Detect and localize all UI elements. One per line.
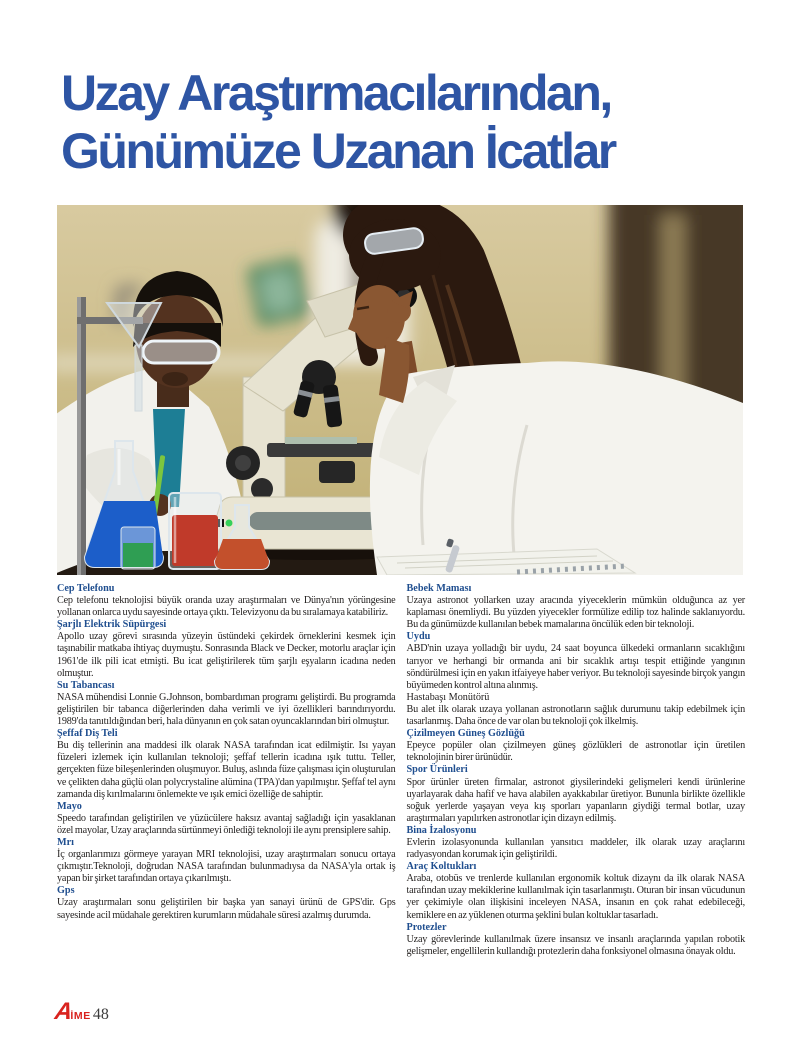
section-heading: Su Tabancası [57,679,115,691]
section-heading: Mrı [57,836,74,848]
section-body: Uzay görevlerinde kullanılmak üzere insansız ve insanlı araçlarında yapılan robotik gelişmeler, engellilerin kullandığı protezlerin daha fonksiyonel olmasına önayak oldu. [406,933,745,957]
article-section [407,631,746,691]
section-heading: Şeffaf Diş Teli [57,728,118,740]
section-heading: Araç Koltukları [406,861,477,873]
article-section [57,801,396,837]
article-section [407,692,746,728]
article-section [57,885,396,921]
section-heading: Cep Telefonu [57,583,115,594]
section-body: Speedo tarafından geliştirilen ve yüzücülere haksız avantaj sağladığı için yasaklanan özel mayolar, Uzay araçlarında sürtünmeyi önlediği teknoloji ile aynı prensiplere sahip. [57,812,396,836]
article-section [407,583,746,631]
title-line-2: Günümüze Uzanan İcatlar [61,123,615,179]
article-section [407,861,746,921]
microscope-led [226,520,233,527]
section-body: Spor ürünler üreten firmalar, astronot giysilerindeki gelişmeleri kendi ürünlerine uyarlayarak daha hafif ve hava alabilen ayakkabılar üretiyor. Bununla birlikte özellikle soğuk yerlerde yaşayan veya kış sporları yapanların giydiği termal botlar, uzay araştırmaları yapılırken astronotlar için dizayn edilmiş. [406,776,745,824]
section-heading: Protezler [406,921,447,933]
section-heading: Spor Ürünleri [406,764,468,776]
section-heading: Çizilmeyen Güneş Gözlüğü [406,728,525,740]
section-heading: Uydu [406,631,431,643]
page-title [61,64,615,180]
section-body: Uzay araştırmaları sonu geliştirilen bir başka yan sanayi ürünü de GPS'dir. Gps sayesinde acil müdahale gerektiren kurumların müdahale süresi azalmış durumda. [57,897,396,921]
article-photo [57,205,743,575]
article-section [57,728,396,801]
article-section [407,825,746,861]
section-heading: Gps [57,885,75,897]
article-section [57,619,396,679]
section-body: Cep telefonu teknolojisi büyük oranda uzay araştırmaları ve Dünya'nın yörüngesine yollanan onlarca uydu sayesinde ortaya çıktı. Televizyonu da bu sıralamaya katabiliriz. [57,595,396,619]
section-body: Epeyce popüler olan çizilmeyen güneş gözlükleri de astronotlar için üretilen teknolojinin birer ürünüdür. [406,740,745,764]
article-section [57,837,396,885]
footer [55,1000,109,1024]
magazine-logo-text: İME [70,1010,91,1022]
title-line-1: Uzay Araştırmacılarından, [61,65,611,121]
section-heading: Bina İzalosyonu [406,824,477,836]
article-section [407,922,746,958]
section-heading: Şarjlı Elektrik Süpürgesi [57,619,167,631]
section-body: Bu alet ilk olarak uzaya yollanan astronotların sağlık durumunu takip edebilmek için tasarlanmış. Daha önce de var olan bu teknoloji çok ilkelmiş. [406,703,745,728]
article-section [57,583,396,619]
column-right [407,583,746,958]
section-body: Araba, otobüs ve trenlerde kullanılan ergonomik koltuk dizaynı da ilk olarak NASA tarafından uzay mekiklerine kullanılmak için tasarlanmıştı. Oturan bir insan vücudunun yer çekimiyle olan ilişkisini inceleyen NASA, insanın en çok rahat edebileceği, kemiklere en az yüklenen oturma şeklini bulan koltuklar tasarladı. [406,873,745,921]
section-heading: Bebek Maması [406,583,472,594]
article-section [57,680,396,728]
article-section [407,764,746,824]
magazine-logo-a: A [53,998,75,1025]
section-heading: Mayo [57,800,82,812]
section-body: ABD'nin uzaya yolladığı bir uydu, 24 saat boyunca ülkedeki ormanların sıcaklığını tarıyor ve herhangi bir ormanda ani bir sıcaklık artışı tespit ettiğinde yangının söndürülmesi için en yakın itfaiyeye haber veriyor. Bu teknoloji sayesinde birçok yangın büyümeden kontrol altına alınmış. [406,643,745,691]
section-body: İç organlarımızı görmeye yarayan MRI teknolojisi, uzay araştırmaları sonucu ortaya çıkmıştır.Teknoloji, doğrudan NASA tarafından bulunmadıysa da NASA'yla ortak iş yapan bir şirket tarafından ortaya çıkarılmıştı. [57,849,396,885]
article-section [407,728,746,764]
article-columns [57,583,745,958]
beaker-red [169,493,221,569]
section-body: Uzaya astronot yollarken uzay aracında yiyeceklerin mümkün olduğunca az yer kaplaması önemliydi. Bu yüzden yiyecekler formülize edilip toz halinde saklanıyordu. Bu da günümüzde kullanılan bebek mamalarına öncülük eden bir teknoloji. [406,595,745,631]
section-body: NASA mühendisi Lonnie G.Johnson, bombardıman programı geliştirdi. Bu programda geliştirilen bir tabanca diğerlerinden daha verimli ve iyi özellikleri barındırıyordu. 1989'da tanıtıldığından beri, hala dünyanın en çok satan oyuncaklarından biri olmuştur. [57,691,396,728]
section-heading: Hastabaşı Monütörü [406,691,490,703]
section-body: Evlerin izolasyonunda kullanılan yansıtıcı maddeler, ilk olarak uzay araçlarını radyasyondan korumak için geliştirildi. [406,836,745,861]
safety-glasses-left [143,341,219,363]
column-left [57,583,396,958]
beaker-green [121,527,155,569]
section-body: Apollo uzay görevi sırasında yüzeyin üstündeki çekirdek örneklerini kesmek için taşınabilir matkaba ihtiyaç duymuştu. Sonrasında Black ve Decker, motorlu araçlar için 1961'de ilk pili icat etmişti. Bu icat geliştirilerek tüm şarjlı eşyaların icadına neden olmuştur. [57,631,396,679]
section-body: Bu diş tellerinin ana maddesi ilk olarak NASA tarafından icat edilmiştir. Isı yayan füzeleri izlemek için kullanılan teknoloji; şeffaf tellerin icadına ışık tuttu. Teller, gerçekten füze bileşenlerinden oluşmuyor. Buluş, aslında füze çalışması için oluşturulan ve çelikten daha güçlü olan polycrystaline alümina (TPA)'dan yapılmıştır. Şeffaf tel aynı zamanda diş kırılmalarını önlemekte ve ışık emici özelliğe de sahiptir. [57,740,396,800]
page-number: 48 [92,1006,109,1023]
